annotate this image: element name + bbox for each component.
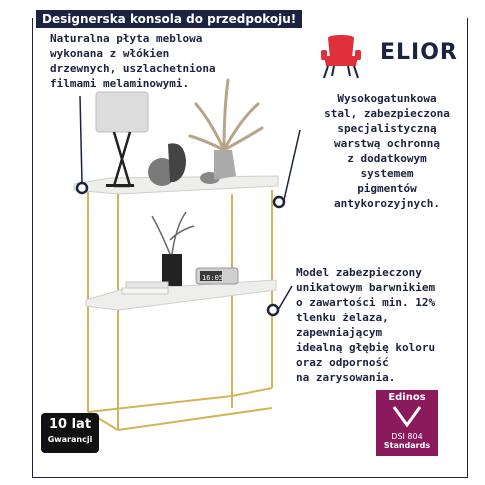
clock-display: 16:05 <box>202 274 224 282</box>
feature-steel: Wysokogatunkowa stal, zabezpieczona specjalistyczną warstwą ochronną z dodatkowym systemem pigmentów antykorozyjnych. <box>324 92 450 210</box>
books-icon <box>122 282 168 294</box>
table-lamp-icon <box>96 92 148 187</box>
certificate-standard: Standards <box>383 441 431 450</box>
check-icon <box>392 403 422 427</box>
warranty-years: 10 lat <box>48 417 92 432</box>
certificate-name: Edinos <box>388 392 426 403</box>
certificate-badge <box>376 390 438 456</box>
pampas-grass-icon <box>190 80 262 150</box>
warranty-label: Gwarancji <box>47 435 93 444</box>
feature-board: Naturalna płyta meblowa wykonana z włókien drzewnych, uszlachetniona filmami melaminowymi. <box>50 32 216 90</box>
brand-name: ELIOR <box>380 40 458 65</box>
certificate-code: DSI 804 <box>391 432 423 441</box>
feature-pigment: Model zabezpieczony unikatowym barwnikiem o zawartości min. 12% tlenku żelaza, zapewniającym idealną głębię koloru oraz odporność na zarysowania. <box>296 266 436 384</box>
warranty-badge <box>41 413 99 453</box>
branch-vase-icon <box>152 212 194 286</box>
page-title: Designerska konsola do przedpokoju! <box>36 10 302 28</box>
